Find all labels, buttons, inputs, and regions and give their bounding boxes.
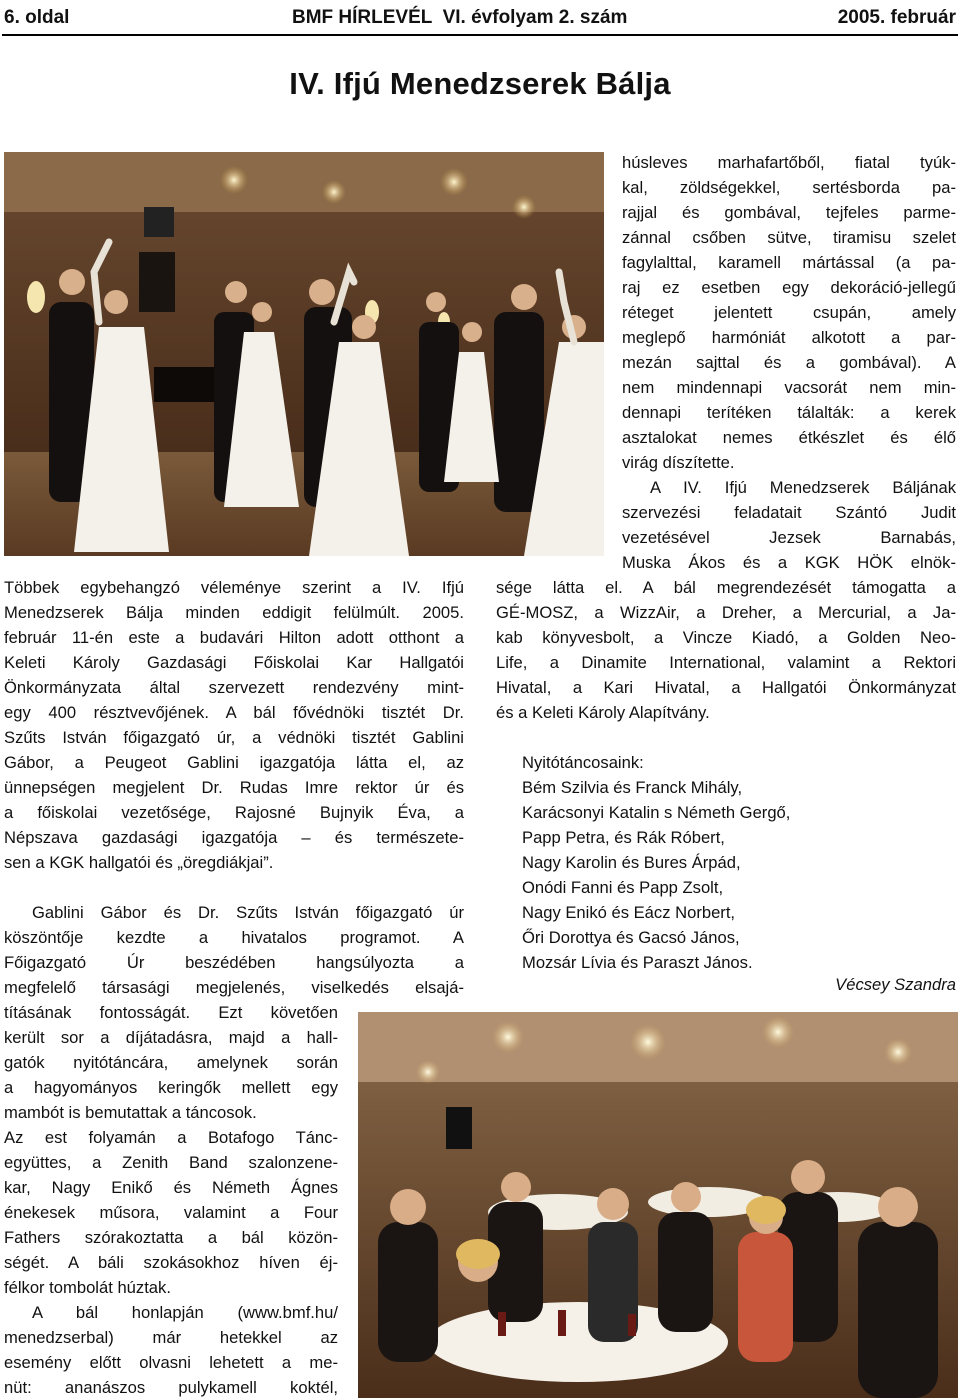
text-line: szervezési feladatait Szántó Judit [622,503,956,522]
text-line: Önkormányzata által szervezett rendezvény mint- [4,678,464,697]
dancers-heading: Nyitótáncosaink: [522,753,644,772]
text-line: GÉ-MOSZ, a WizzAir, a Dreher, a Mercurial, a Ja- [496,603,956,622]
text-line: Life, a Dinamite International, valamint a Rektori [496,653,956,672]
text-line: Hivatal, a Kari Hivatal, a Hallgatói Önkormányzat [496,678,956,697]
text-line: Szűts István főigazgató úr, a védnöki tisztét Gablini [4,728,464,747]
dancer-pair: Bém Szilvia és Franck Mihály, [522,778,743,797]
program-paragraph [4,900,464,1000]
text-line: együttes, a Zenith Band szalonzene- [4,1153,338,1172]
dancer-pair: Nagy Karolin és Bures Árpád, [522,853,741,872]
program-paragraph-continued [4,1000,338,1400]
text-line: egy 400 résztvevőjének. A bál fővédnöki tisztét Dr. [4,703,464,722]
article-title: IV. Ifjú Menedzserek Bálja [289,66,671,101]
text-line: kal, zöldségekkel, sertésborda pa- [622,178,956,197]
author-signature: Vécsey Szandra [835,975,956,994]
text-line: A bál honlapján (www.bmf.hu/ [32,1303,338,1322]
dancer-pair: Nagy Enikó és Eácz Norbert, [522,903,736,922]
text-line: került sor a díjátadásra, majd a hall- [4,1028,338,1047]
text-line: megfelelő társasági megjelenés, viselkedés elsajá- [4,978,464,997]
dance-photo [4,152,604,556]
text-line: ségét. A báli szokásokhoz híven éj- [4,1253,338,1272]
text-line: zánnal csőben sütve, tiramisu szelet [622,228,956,247]
text-line: réteget jelentett csupán, amely [622,303,956,322]
page-number: 6. oldal [4,7,70,28]
dancer-pair: Papp Petra, és Rák Róbert, [522,828,725,847]
text-line: sége látta el. A bál megrendezését támogatta a [496,578,956,597]
text-line: mambót is bemutattak a táncosok. [4,1103,257,1122]
text-line: Muska Ákos és a KGK HÖK elnök- [622,553,956,572]
text-line: kab könyvesbolt, a Vincze Kiadó, a Golden Neo- [496,628,956,647]
text-line: raj ez esetben egy dekoráció-jellegű [622,278,956,297]
text-line: nüt: ananászos pulykamell koktél, [4,1378,338,1397]
text-line: esemény előtt olvasni lehetett a me- [4,1353,338,1372]
dinner-photo [358,1012,958,1398]
text-line: fagylalttal, karamell mártással (a pa- [622,253,956,272]
text-line: sen a KGK hallgatói és „öregdiákjai”. [4,853,274,872]
publication-name: BMF HÍRLEVÉL VI. évfolyam 2. szám [292,7,628,28]
text-line: és a Keleti Károly Alapítvány. [496,703,710,722]
text-line: félkor tombolát húztak. [4,1278,171,1297]
dancer-pair: Őri Dorottya és Gacsó János, [522,928,740,947]
text-line: meglepő harmóniát alkotott a par- [622,328,956,347]
text-line: Többek egybehangzó véleménye szerint a IV. Ifjú [4,578,464,597]
text-line: a főiskolai vezetősége, Rajosné Bujnyik Éva, a [4,803,464,822]
text-line: menedzserbal) már hetekkel az [4,1328,338,1347]
dancer-pair: Karácsonyi Katalin s Németh Gergő, [522,803,791,822]
text-line: Népszava gazdasági igazgatója – és természete- [4,828,464,847]
intro-paragraph [4,575,464,875]
text-line: ünnepségen megjelent Dr. Rudas Imre rektor úr és [4,778,464,797]
text-line: gatók nyitótáncára, amelynek során [4,1053,338,1072]
text-line: Keleti Károly Gazdasági Főiskolai Kar Hallgatói [4,653,464,672]
text-line: a hagyományos keringők mellett egy [4,1078,338,1097]
page-header [4,4,956,32]
text-line: köszöntője kezdte a hivatalos programot. A [4,928,464,947]
text-line: Főigazgató Úr beszédében hangsúlyozta a [4,953,464,972]
text-line: tításának fontosságát. Ezt követően [4,1003,338,1022]
text-line: nem mindennapi vacsorát nem min- [622,378,956,397]
text-line: Gablini Gábor és Dr. Szűts István főigazgató úr [32,903,464,922]
text-line: Fathers szórakoztatta a bál közön- [4,1228,338,1247]
text-line: február 11-én este a budavári Hilton adott otthont a [4,628,464,647]
text-line: rajjal és gombával, tejfeles parme- [622,203,956,222]
text-line: virág díszítette. [622,453,735,472]
header-rule [2,34,958,36]
dancer-pair: Mozsár Lívia és Paraszt János. [522,953,753,972]
text-line: húsleves marhafartőből, fiatal tyúk- [622,153,956,172]
text-line: Az est folyamán a Botafogo Tánc- [4,1128,338,1147]
text-line: vezetésével Jezsek Barnabás, [622,528,956,547]
right-column-text [622,150,956,575]
issue-date: 2005. február [837,7,956,28]
text-line: Menedzserek Bálja minden eddigit felülmúlt. 2005. [4,603,464,622]
text-line: énekesek műsora, valamint a Four [4,1203,338,1222]
organizers-paragraph [496,575,956,725]
text-line: A IV. Ifjú Menedzserek Báljának [650,478,956,497]
text-line: dennapi terítéken tálalták: a kerek [622,403,956,422]
dancer-pair: Onódi Fanni és Papp Zsolt, [522,878,724,897]
opening-dancers-list [522,750,790,975]
text-line: kar, Nagy Enikő és Németh Ágnes [4,1178,338,1197]
text-line: asztalokat nemes étkészlet és élő [622,428,956,447]
text-line: mezán sajttal és a gombával). A [622,353,956,372]
text-line: Gábor, a Peugeot Gablini igazgatója látta el, az [4,753,464,772]
